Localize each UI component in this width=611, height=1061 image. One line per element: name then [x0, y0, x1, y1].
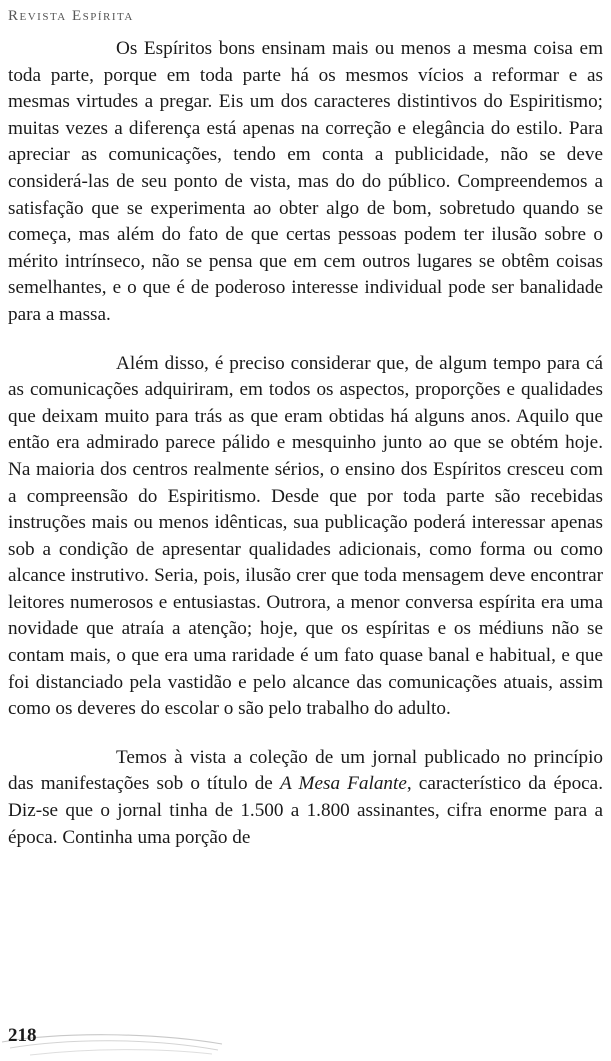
paragraph-3-text-after: , característico da época. Diz-se que o jornal tinha de 1.500 a 1.800 assinantes, cifra enorme para a época. Continha uma porção de [8, 773, 603, 848]
paragraph-3-text-before: Temos à vista a coleção de um jornal publicado no princípio das manifestações sob o título de [8, 746, 603, 795]
journal-title: A Mesa Falante [279, 773, 407, 795]
page-number: 218 [8, 1025, 37, 1046]
body-text [8, 36, 603, 851]
paragraph-3 [8, 745, 603, 851]
running-head: Revista Espírita [8, 8, 134, 24]
paragraph-1: Os Espíritos bons ensinam mais ou menos a mesma coisa em toda parte, porque em toda parte há os mesmos vícios a reformar e as mesmas virtudes a pregar. Eis um dos caracteres distintivos do Espiritismo; muitas vezes a diferença está apenas na correção e elegância do estilo. Para apreciar as comunicações, tendo em conta a publicidade, não se deve considerá-las de seu ponto de vista, mas do do público. Compreendemos a satisfação que se experimenta ao obter algo de bom, sobretudo quando se começa, mas além do fato de que certas pessoas podem ter ilusão sobre o mérito intrínseco, não se pensa que em cem outros lugares se obtêm coisas semelhantes, e o que é de poderoso interesse individual pode ser banalidade para a massa. [8, 38, 603, 325]
paragraph-2: Além disso, é preciso considerar que, de algum tempo para cá as comunicações adquiriram, em todos os aspectos, proporções e qualidades que deixam muito para trás as que eram obtidas há alguns anos. Aquilo que então era admirado parece pálido e mesquinho junto ao que se obtém hoje. Na maioria dos centros realmente sérios, o ensino dos Espíritos cresceu com a compreensão do Espiritismo. Desde que por toda parte são recebidas instruções mais ou menos idênticas, sua publicação poderá interessar apenas sob a condição de apresentar qualidades adicionais, como forma ou como alcance instrutivo. Seria, pois, ilusão crer que toda mensagem deve encontrar leitores numerosos e entusiastas. Outrora, a menor conversa espírita era uma novidade que atraía a atenção; hoje, que os espíritas e os médiuns não se contam mais, o que era uma raridade é um fato quase banal e habitual, e que foi distanciado pela vastidão e pelo alcance das comunicações atuais, assim como os deveres do escolar o são pelo trabalho do adulto. [8, 352, 603, 720]
